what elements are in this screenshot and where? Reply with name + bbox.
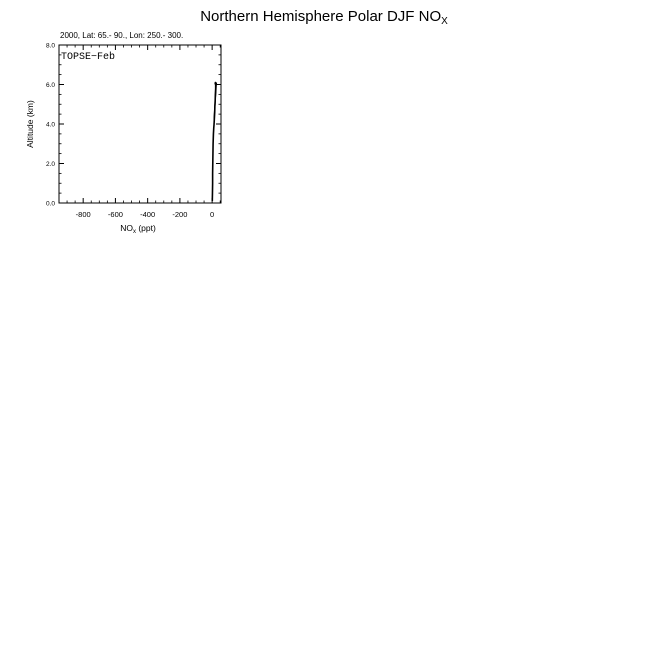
y-tick-label: 0.0 xyxy=(45,200,55,208)
x-axis-label-main: NO xyxy=(120,223,133,233)
y-tick-label: 4.0 xyxy=(45,121,55,129)
x-tick-label: -200 xyxy=(172,210,188,219)
y-tick-label: 8.0 xyxy=(45,42,55,50)
x-axis-label xyxy=(120,223,156,235)
x-tick-label: -800 xyxy=(75,210,91,219)
y-tick-label: 2.0 xyxy=(45,161,55,168)
x-tick-label: -600 xyxy=(107,210,123,219)
x-tick-label: 0 xyxy=(210,210,215,219)
chart-title: Northern Hemisphere Polar DJF $NO_X$ xyxy=(200,8,448,27)
axis-ticks xyxy=(59,45,221,203)
axis-tick-labels xyxy=(46,43,214,220)
x-tick-label: -400 xyxy=(140,210,156,219)
plot-frame xyxy=(59,45,221,203)
chart-subtitle: 2000, Lat: 65.- 90., Lon: 250.- 300. xyxy=(60,31,184,40)
data-series xyxy=(212,83,216,202)
x-axis-label-unit: (ppt) xyxy=(135,223,156,233)
x-axis-label-subscript: x xyxy=(132,229,136,235)
chart-title-subscript: X xyxy=(441,16,448,27)
plot-annotation: TOPSE−Feb xyxy=(61,52,116,63)
y-axis-label: Altitude (km) xyxy=(25,100,35,148)
y-tick-label: 6.0 xyxy=(45,82,55,89)
